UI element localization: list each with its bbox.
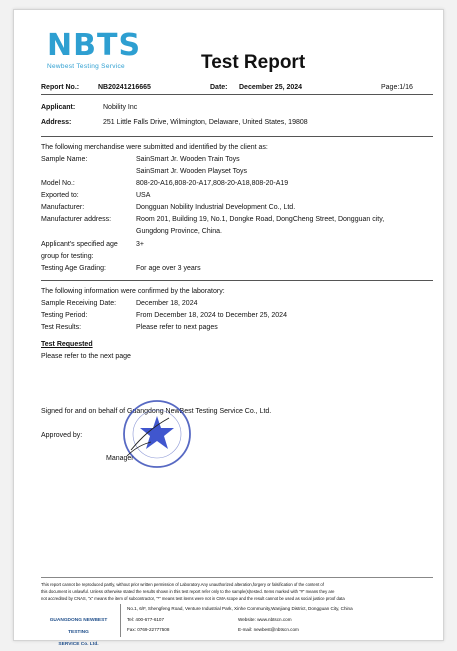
footer-email: E-mail: newbest@nbtscn.com — [238, 627, 299, 632]
manufacturer-value: Dongguan Nobility Industrial Development Co., Ltd. — [136, 204, 296, 211]
applicant-value: Nobility Inc — [103, 104, 138, 111]
report-page — [13, 9, 444, 647]
report-no-label: Report No.: — [41, 84, 80, 91]
report-date: December 25, 2024 — [239, 84, 303, 91]
results-label: Test Results: — [41, 324, 82, 331]
footer-vertical-divider — [120, 604, 121, 637]
applicant-label: Applicant: — [41, 104, 76, 111]
page-title: Test Report — [201, 52, 306, 73]
footer-disclaimer-3: not accredited by CNAS, "x" means the item of subcontractor, "*" means test items were not in CMA scope and the result cannot be used as social justice proof data — [41, 596, 345, 601]
divider — [41, 136, 433, 137]
approved-by-label: Approved by: — [41, 432, 83, 439]
manufacturer-address-2: Gungdong Province, China. — [136, 228, 222, 235]
logo-word: NBTS — [47, 28, 142, 63]
divider — [41, 94, 433, 95]
age-group-label-1: Applicant's specified age — [41, 241, 118, 248]
nbts-logo — [47, 30, 151, 74]
address-value: 251 Little Falls Drive, Wilmington, Delaware, United States, 19808 — [103, 119, 308, 126]
model-label: Model No.: — [41, 180, 75, 187]
age-group-value: 3+ — [136, 241, 144, 248]
footer-website: Website: www.nbtscn.com — [238, 617, 292, 622]
logo-tagline: Newbest Testing Service — [47, 63, 125, 70]
exported-value: USA — [136, 192, 151, 199]
footer-fax: Fax: 0769-22777508 — [127, 627, 170, 632]
footer-tel: Tel: 400-677-6107 — [127, 617, 165, 622]
date-label: Date: — [210, 84, 228, 91]
manager-title: Manager — [106, 455, 134, 462]
report-no: NB20241216665 — [98, 84, 151, 91]
age-group-label-2: group for testing: — [41, 253, 94, 260]
age-grading-value: For age over 3 years — [136, 265, 201, 272]
footer-disclaimer-2: this document is unlawful. Unless otherwise stated the results shown in this test report refer only to the sample(s)tested. Items marked with "#" means they are — [41, 589, 335, 594]
sample-name-2: SainSmart Jr. Wooden Playset Toys — [136, 168, 248, 175]
period-label: Testing Period: — [41, 312, 88, 319]
results-value: Please refer to next pages — [136, 324, 218, 331]
model-value: 808-20-A16,808-20-A17,808-20-A18,808-20-A19 — [136, 180, 289, 187]
receiving-value: December 18, 2024 — [136, 300, 198, 307]
test-requested-text: Please refer to the next page — [41, 353, 131, 360]
merch-intro: The following merchandise were submitted and identified by the client as: — [41, 144, 268, 151]
signed-for-text: Signed for and on behalf of Guangdong NewBest Testing Service Co., Ltd. — [41, 408, 272, 415]
footer-address: No.1, 6/F, Shengfeng Road, Venture Industrial Park, Xinhe Community,Wanjiang District, Dongguan City, China — [127, 606, 353, 611]
manufacturer-address-label: Manufacturer address: — [41, 216, 112, 223]
age-grading-label: Testing Age Grading: — [41, 265, 106, 272]
sample-name-label: Sample Name: — [41, 156, 88, 163]
address-label: Address: — [41, 119, 72, 126]
footer-divider — [41, 577, 433, 578]
footer-company-line1: GUANGDONG NEWBEST TESTING — [49, 618, 108, 635]
page-number: Page:1/16 — [381, 84, 413, 91]
divider — [41, 280, 433, 281]
company-seal-stamp — [121, 398, 193, 470]
footer-disclaimer-1: This report cannot be reproduced partly, without prior written permission of Laboratory.Any unauthorized alteration,forgery or falsification of the content of — [41, 582, 324, 587]
period-value: From December 18, 2024 to December 25, 2024 — [136, 312, 287, 319]
footer-company-line2: SERVICE Co. Ltd. — [58, 642, 99, 647]
test-requested-heading: Test Requested — [41, 341, 93, 348]
sample-name-1: SainSmart Jr. Wooden Train Toys — [136, 156, 240, 163]
exported-label: Exported to: — [41, 192, 79, 199]
receiving-label: Sample Receiving Date: — [41, 300, 117, 307]
lab-intro: The following information were confirmed by the laboratory: — [41, 288, 225, 295]
manufacturer-label: Manufacturer: — [41, 204, 85, 211]
manufacturer-address-1: Room 201, Building 19, No.1, Dongke Road, DongCheng Street, Dongguan city, — [136, 216, 385, 223]
